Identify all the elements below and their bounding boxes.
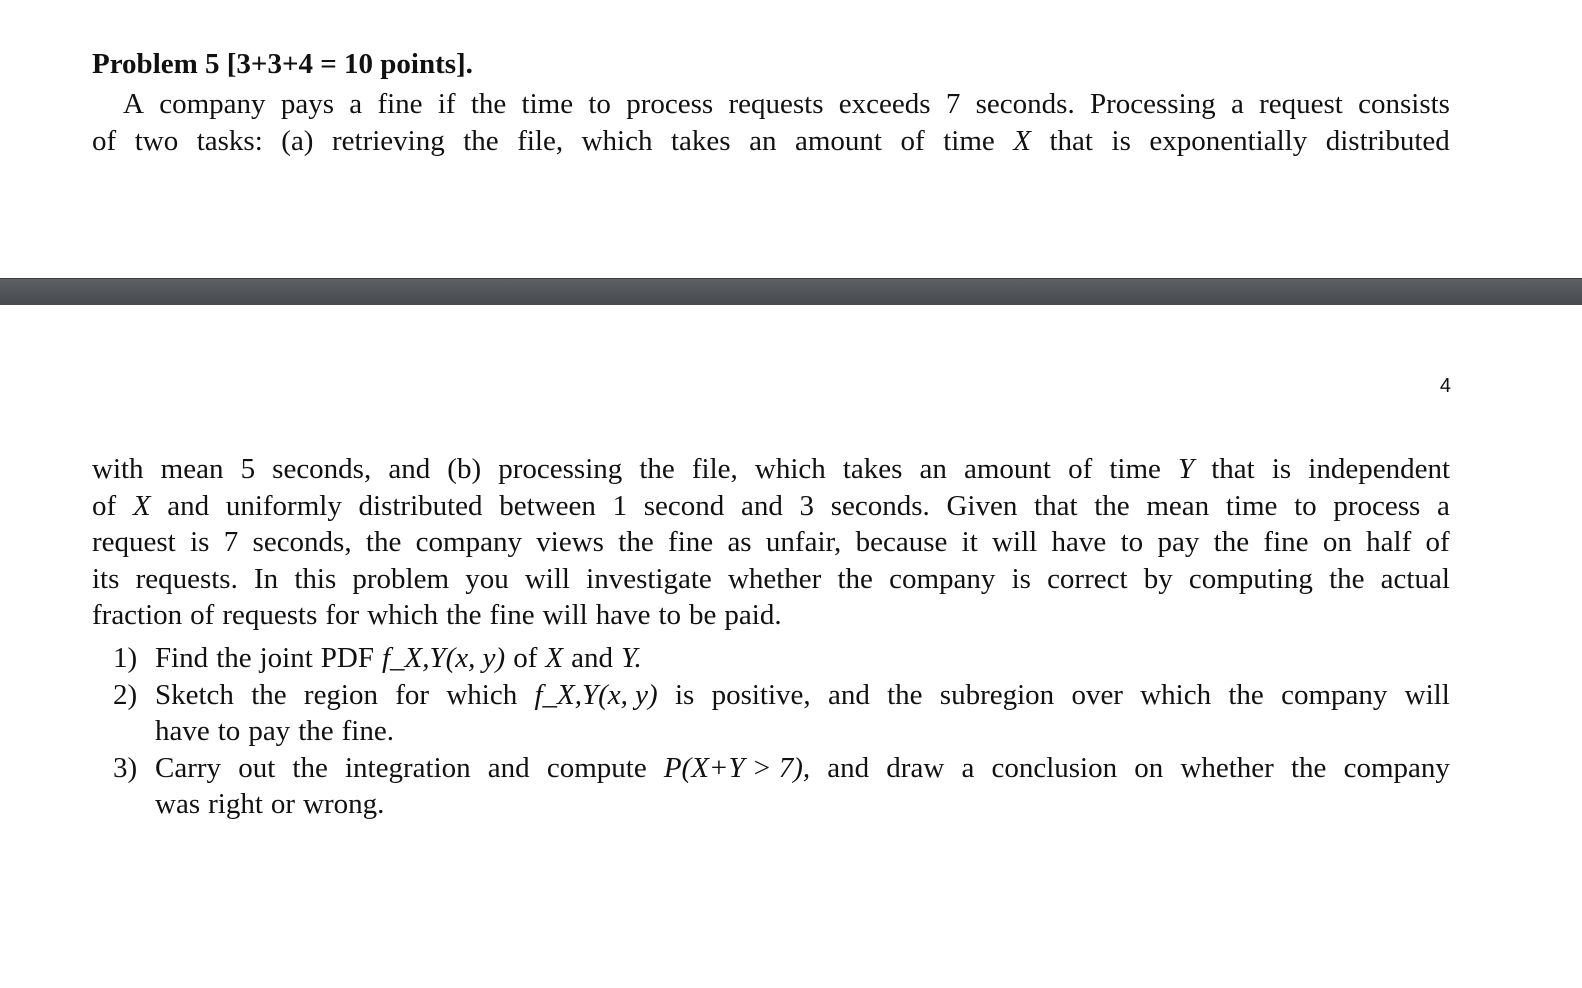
text-word: company — [1281, 678, 1388, 711]
text-word: the — [463, 124, 499, 157]
text-word: two — [134, 124, 179, 157]
text-word: pay — [248, 715, 291, 748]
text-word: and — [388, 453, 431, 485]
text-word: and — [827, 678, 870, 711]
text-word: have — [595, 599, 651, 632]
text-word: (b) — [447, 453, 482, 485]
text-word: exponentially — [1149, 124, 1308, 157]
text-word: f_X,Y(x, y) — [382, 642, 506, 674]
text-word: file, — [517, 124, 564, 157]
text-word: by — [1143, 562, 1173, 595]
text-word: is — [190, 526, 210, 559]
intro-paragraph-top — [92, 86, 1450, 123]
text-word: Carry — [155, 751, 222, 784]
text-word: f_X,Y(x, y) — [534, 678, 658, 711]
text-word: over — [1071, 678, 1123, 711]
text-word: Processing — [1089, 88, 1216, 120]
text-word: A — [123, 88, 144, 120]
text-word: company — [159, 88, 266, 120]
text-word: the — [639, 453, 675, 485]
intro-paragraph-top-cont — [92, 123, 1450, 160]
text-word: positive, — [711, 678, 811, 711]
text-word: if — [437, 88, 456, 120]
text-word: the — [1228, 678, 1264, 711]
text-word: a — [961, 751, 975, 784]
text-word: of — [1425, 526, 1450, 559]
list-item-line — [155, 677, 1450, 714]
text-word: the — [298, 715, 334, 748]
text-word: request — [92, 526, 176, 559]
text-word: fine — [1263, 526, 1309, 559]
text-word: which — [1140, 678, 1212, 711]
text-word: its — [92, 562, 120, 595]
text-word: is — [1111, 124, 1131, 157]
text-word: will — [992, 526, 1038, 559]
text-word: X — [1013, 124, 1031, 157]
text-word: Given — [946, 489, 1018, 522]
paragraph-line — [92, 524, 1450, 561]
question-list — [113, 640, 1450, 823]
text-word: fine — [668, 526, 714, 559]
text-word: a — [349, 88, 363, 120]
text-word: X — [545, 642, 564, 674]
text-word: file, — [691, 453, 738, 485]
text-word: process — [1333, 489, 1421, 522]
text-word: the — [1213, 526, 1250, 559]
text-word: which — [367, 599, 439, 632]
document-page-top — [0, 0, 1582, 278]
list-item-line — [155, 786, 1450, 823]
text-word: computing — [1188, 562, 1313, 595]
text-word: of — [900, 124, 925, 157]
list-item — [113, 677, 1450, 750]
text-word: amount — [795, 124, 882, 157]
text-word: the — [216, 642, 252, 674]
text-word: In — [254, 562, 279, 595]
text-word: is — [1011, 562, 1031, 595]
list-item-line — [155, 713, 1450, 750]
list-item-line — [155, 750, 1450, 787]
list-item-number: 1) — [113, 642, 138, 674]
text-word: Find — [155, 642, 209, 674]
text-word: of — [1068, 453, 1093, 485]
text-word: the — [837, 562, 873, 595]
text-word: or — [270, 788, 296, 821]
text-word: company — [889, 562, 996, 595]
paragraph-line — [92, 597, 1450, 634]
text-word: seconds. — [975, 88, 1075, 120]
text-word: this — [294, 562, 337, 595]
text-word: fine — [377, 88, 423, 120]
text-word: time — [521, 88, 574, 120]
text-word: (a) — [281, 124, 314, 157]
text-word: of — [190, 599, 215, 632]
page-number: 4 — [1439, 375, 1451, 397]
text-word: the — [887, 678, 923, 711]
text-word: will — [524, 562, 570, 595]
text-word: mean — [160, 453, 224, 485]
text-word: to — [658, 599, 682, 632]
text-word: consists — [1358, 88, 1450, 120]
text-word: that — [1034, 489, 1078, 522]
text-word: wrong. — [303, 788, 385, 821]
text-word: unfair, — [765, 526, 842, 559]
text-word: second — [643, 489, 725, 522]
text-word: Y. — [620, 642, 642, 674]
text-word: joint — [259, 642, 313, 674]
text-word: which — [754, 453, 826, 485]
text-word: between — [499, 489, 596, 522]
text-word: an — [749, 124, 777, 157]
text-word: X — [132, 489, 151, 522]
text-word: pay — [1157, 526, 1200, 559]
text-word: which — [581, 124, 653, 157]
text-word: views — [536, 526, 604, 559]
text-word: investigate — [586, 562, 712, 595]
text-word: fine — [489, 599, 535, 632]
text-word: on — [1134, 751, 1164, 784]
text-word: process — [626, 88, 714, 120]
paragraph-line — [92, 561, 1450, 598]
text-word: is — [1271, 453, 1292, 485]
text-word: of — [92, 124, 117, 157]
text-word: requests — [728, 88, 824, 120]
text-word: request — [1259, 88, 1343, 120]
text-word: subregion — [939, 678, 1055, 711]
text-word: time — [1109, 453, 1161, 485]
text-word: the — [618, 526, 654, 559]
text-word: retrieving — [331, 124, 445, 157]
text-word: fraction — [92, 599, 183, 632]
text-word: exceeds — [838, 88, 931, 120]
text-word: company — [1343, 751, 1450, 784]
text-word: region — [303, 678, 378, 711]
text-word: PDF — [320, 642, 374, 674]
text-word: draw — [886, 751, 945, 784]
text-word: independent — [1308, 453, 1450, 485]
text-word: integration — [345, 751, 471, 784]
text-word: whether — [1180, 751, 1274, 784]
text-word: half — [1366, 526, 1412, 559]
paragraph-line — [92, 488, 1450, 525]
problem-heading: Problem 5 [3+3+4 = 10 points]. — [92, 48, 473, 80]
text-word: the — [446, 599, 482, 632]
text-word: fine. — [341, 715, 394, 748]
text-word: out — [238, 751, 276, 784]
text-word: to — [1294, 489, 1317, 522]
text-word: the — [1329, 562, 1365, 595]
text-word: time — [943, 124, 995, 157]
text-word: to — [217, 715, 241, 748]
text-word: uniformly — [225, 489, 342, 522]
text-word: for — [325, 599, 360, 632]
text-word: as — [727, 526, 752, 559]
text-word: with — [92, 453, 144, 485]
text-word: seconds. — [830, 489, 930, 522]
text-word: of — [513, 642, 538, 674]
list-item-number: 3) — [113, 751, 138, 784]
text-word: the — [251, 678, 287, 711]
text-word: takes — [842, 453, 903, 485]
text-word: is — [674, 678, 695, 711]
text-word: problem — [352, 562, 450, 595]
text-word: distributed — [358, 489, 483, 522]
text-word: takes — [671, 124, 731, 157]
paragraph-line — [123, 86, 1450, 123]
text-word: 3 — [799, 489, 815, 522]
text-word: whether — [727, 562, 822, 595]
text-word: for — [395, 678, 430, 711]
text-word: which — [446, 678, 518, 711]
text-word: P(X+Y > 7), — [663, 751, 811, 784]
list-item — [113, 750, 1450, 823]
list-item-number: 2) — [113, 678, 138, 711]
text-word: 7 — [223, 526, 239, 559]
text-word: have — [1051, 526, 1107, 559]
text-word: the — [1291, 751, 1327, 784]
text-word: processing — [498, 453, 623, 485]
text-word: actual — [1380, 562, 1450, 595]
text-word: seconds, — [252, 526, 352, 559]
text-word: to — [1120, 526, 1144, 559]
text-word: you — [465, 562, 509, 595]
text-word: Y — [1178, 453, 1195, 485]
list-item-line — [155, 640, 1450, 677]
text-word: pays — [280, 88, 334, 120]
text-word: to — [588, 88, 611, 120]
text-word: an — [919, 453, 947, 485]
text-word: a — [1230, 88, 1244, 120]
text-word: the — [292, 751, 328, 784]
text-word: correct — [1047, 562, 1128, 595]
text-word: right — [208, 788, 263, 821]
text-word: the — [1094, 489, 1130, 522]
text-word: the — [470, 88, 507, 120]
list-item — [113, 640, 1450, 677]
text-word: and — [167, 489, 210, 522]
text-word: because — [855, 526, 948, 559]
text-word: have — [155, 715, 210, 748]
page-separator — [0, 278, 1582, 306]
text-word: it — [961, 526, 978, 559]
text-word: amount — [964, 453, 1051, 485]
text-word: time — [1225, 489, 1278, 522]
text-word: company — [415, 526, 522, 559]
text-word: and — [571, 642, 613, 674]
text-word: seconds, — [272, 453, 372, 485]
text-word: the — [365, 526, 402, 559]
text-word: be — [689, 599, 717, 632]
text-word: and — [487, 751, 530, 784]
text-word: will — [1404, 678, 1450, 711]
text-word: that — [1211, 453, 1255, 485]
text-word: requests — [222, 599, 318, 632]
paragraph-line — [92, 123, 1450, 160]
text-word: 1 — [612, 489, 628, 522]
text-word: mean — [1146, 489, 1210, 522]
text-word: compute — [546, 751, 647, 784]
text-word: 7 — [945, 88, 961, 120]
text-word: on — [1322, 526, 1352, 559]
text-word: tasks: — [196, 124, 263, 157]
text-word: requests. — [135, 562, 238, 595]
text-word: and — [827, 751, 870, 784]
text-word: will — [542, 599, 588, 632]
text-word: a — [1437, 489, 1450, 522]
text-word: distributed — [1325, 124, 1450, 157]
text-word: conclusion — [991, 751, 1118, 784]
intro-paragraph-bottom — [92, 451, 1450, 634]
text-word: and — [740, 489, 783, 522]
paragraph-line — [92, 451, 1450, 488]
text-word: Sketch — [155, 678, 234, 711]
text-word: of — [92, 489, 117, 522]
text-word: 5 — [240, 453, 256, 485]
text-word: paid. — [724, 599, 782, 632]
text-word: that — [1049, 124, 1093, 157]
text-word: was — [155, 788, 201, 821]
